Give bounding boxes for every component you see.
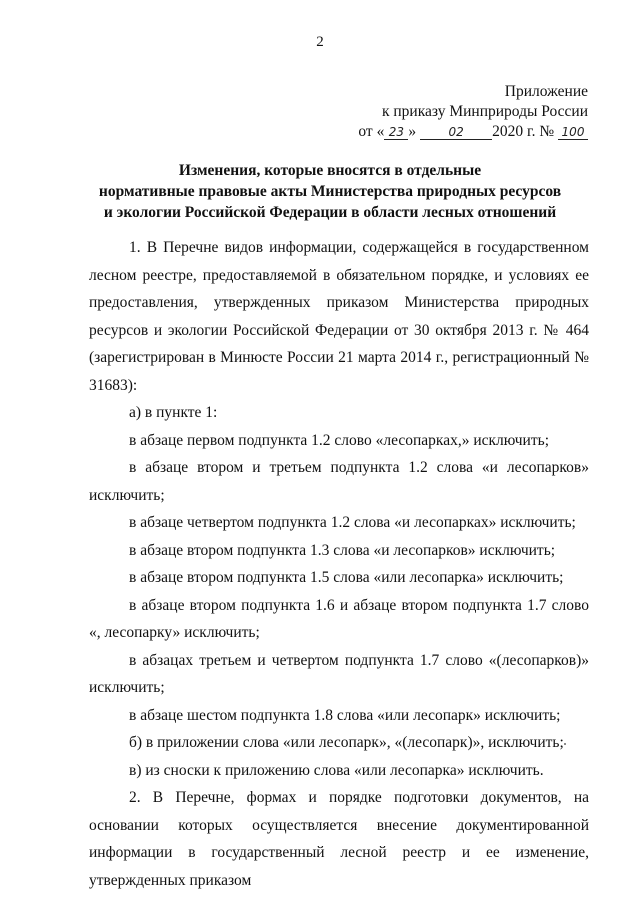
scan-speck bbox=[564, 743, 566, 745]
paragraph-11: б) в приложении слова «или лесопарк», «(лесопарк)», исключить; bbox=[129, 734, 564, 751]
paragraph-13: 2. В Перечне, формах и порядке подготовки документов, на основании которых осуществляется внесение документированной информации в государственный лесной реестр и ее изменение, утвержденных приказом bbox=[89, 789, 589, 889]
paragraph-4: в абзаце втором и третьем подпункта 1.2 слова «и лесопарков» исключить; bbox=[89, 459, 589, 504]
appendix-title: Приложение bbox=[504, 83, 588, 100]
appendix-order-ref: к приказу Минприроды России bbox=[381, 103, 588, 120]
appendix-date-line bbox=[358, 122, 588, 142]
paragraph-9: в абзацах третьем и четвертом подпункта 1.7 слово «(лесопарков)» исключить; bbox=[89, 651, 589, 696]
paragraph-7: в абзаце втором подпункта 1.5 слова «или лесопарка» исключить; bbox=[129, 569, 564, 586]
paragraph-10: в абзаце шестом подпункта 1.8 слова «или лесопарк» исключить; bbox=[129, 706, 561, 724]
year-and-number-label: 2020 г. № bbox=[492, 123, 555, 140]
date-prefix: от « bbox=[358, 123, 385, 140]
paragraph-5: в абзаце четвертом подпункта 1.2 слова «и лесопарках» исключить; bbox=[129, 514, 576, 531]
paragraph-2: а) в пункте 1: bbox=[129, 404, 218, 421]
title-line-2: нормативные правовые акты Министерства природных ресурсов bbox=[98, 183, 562, 200]
document-title bbox=[60, 160, 600, 223]
appendix-block bbox=[358, 82, 588, 142]
paragraph-1: 1. В Перечне видов информации, содержащейся в государственном лесном реестре, предоставляемой в обязательном порядке, и условиях ее предоставления, утвержденных приказом Министерства природных ресурсов и экологии Российской Федерации от 30 октября 2013 г. № 464 (зарегистрирован в Минюсте России 21 марта 2014 г., регистрационный № 31683): bbox=[89, 239, 589, 394]
title-line-1: Изменения, которые вносятся в отдельные bbox=[178, 162, 482, 179]
handwritten-month: 02 bbox=[420, 125, 492, 140]
paragraph-3: в абзаце первом подпункта 1.2 слово «лесопарках,» исключить; bbox=[129, 431, 550, 449]
document-body bbox=[89, 234, 589, 894]
paragraph-12: в) из сноски к приложению слова «или лесопарка» исключить. bbox=[129, 761, 544, 779]
title-line-3: и экологии Российской Федерации в области лесных отношений bbox=[103, 204, 557, 221]
paragraph-6: в абзаце втором подпункта 1.3 слова «и лесопарков» исключить; bbox=[129, 541, 556, 559]
date-mid: » bbox=[408, 123, 417, 140]
paragraph-8: в абзаце втором подпункта 1.6 и абзаце втором подпункта 1.7 слово «, лесопарку» исключить; bbox=[89, 596, 589, 641]
handwritten-day: 23 bbox=[384, 125, 408, 140]
page-number: 2 bbox=[316, 34, 324, 50]
handwritten-order-number: 100 bbox=[558, 125, 588, 140]
